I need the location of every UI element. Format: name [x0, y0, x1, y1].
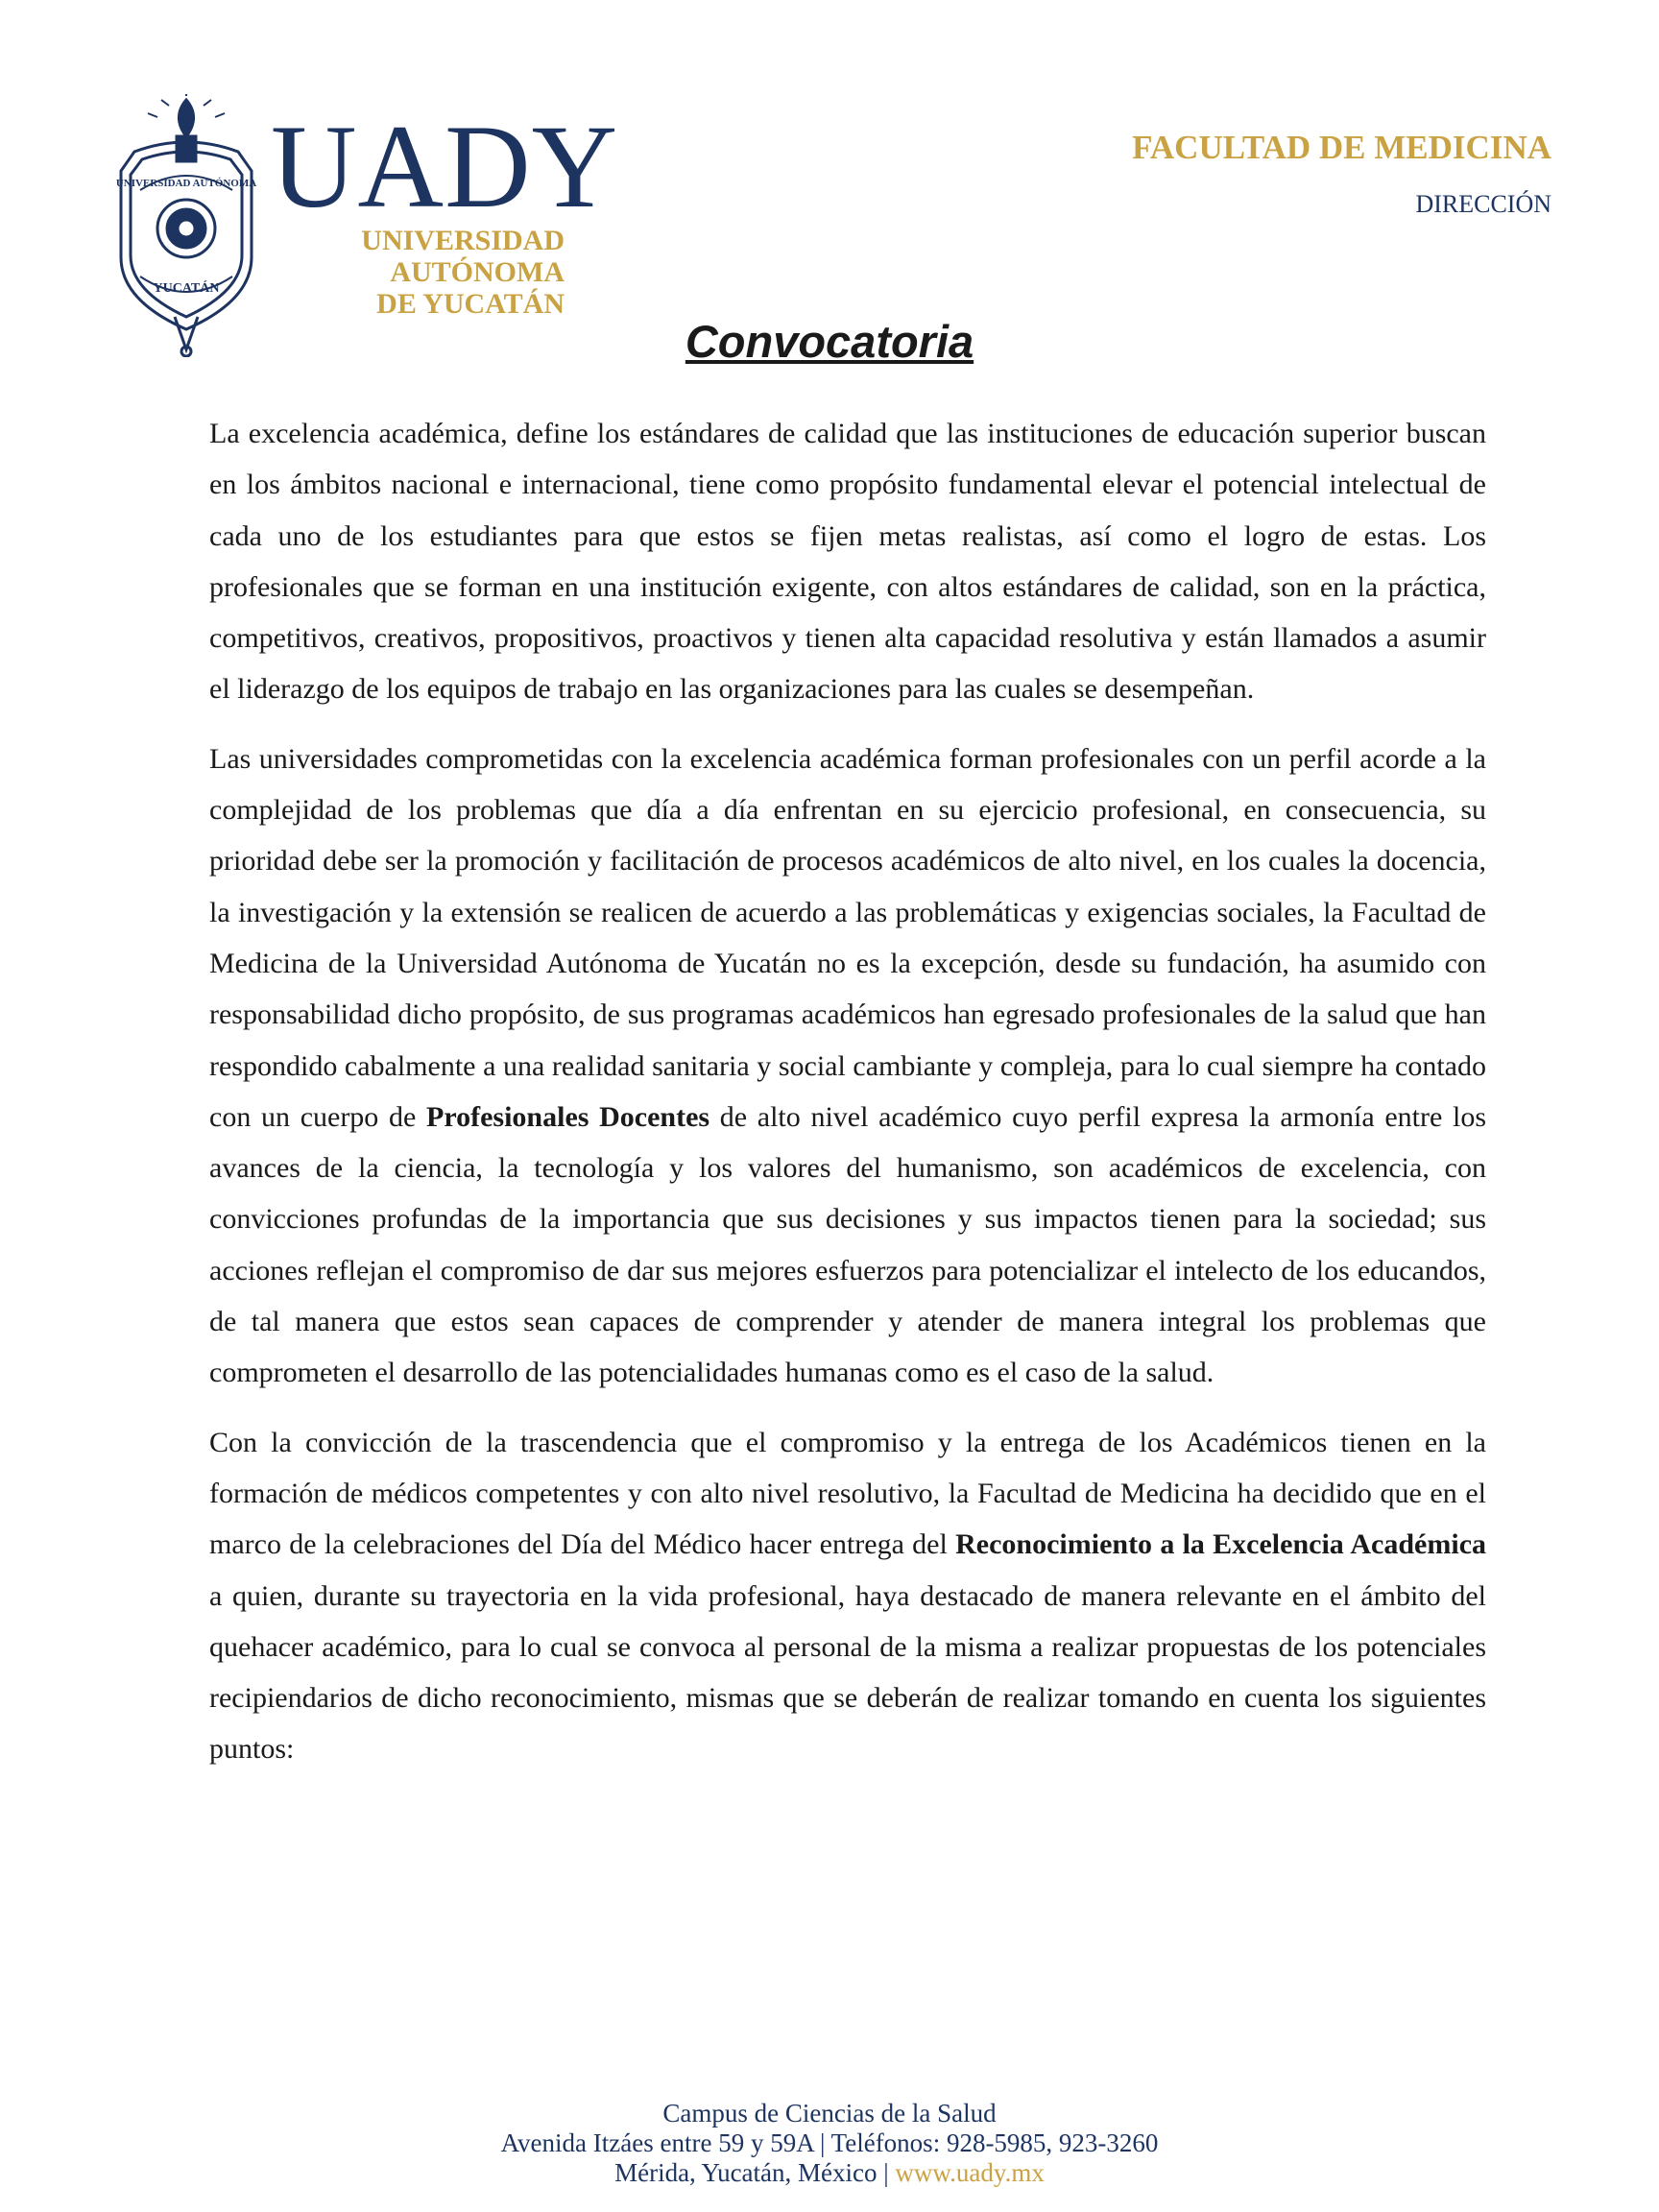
paragraph-3-text-b: a quien, durante su trayectoria en la vida profesional, haya destacado de manera relevante en el ámbito del quehacer académico, para lo cual se convoca al personal de la misma a realizar propuestas de los potenciales recipiendarios de dicho reconocimiento, mismas que se deberán de realizar tomando en cuenta los siguientes puntos:: [209, 1579, 1486, 1766]
paragraph-2-bold: Profesionales Docentes: [426, 1100, 710, 1133]
paragraph-3: [209, 1417, 1486, 1775]
seal-bottom-text: YUCATÁN: [153, 281, 220, 296]
footer-address: Avenida Itzáes entre 59 y 59A | Teléfonos: 928-5985, 923-3260: [500, 2128, 1159, 2157]
paragraph-3-text-a: Con la convicción de la trascendencia que el compromiso y la entrega de los Académicos tienen en la formación de médicos competentes y con alto nivel resolutivo, la Facultad de Medicina ha decidido que en el marco de la celebraciones del Día del Médico hacer entrega del: [209, 1426, 1486, 1561]
paragraph-3-bold: Reconocimiento a la Excelencia Académica: [955, 1528, 1487, 1561]
university-name-line-3: DE YUCATÁN: [376, 288, 565, 320]
brand-wordmark: UADY: [271, 101, 619, 232]
paragraph-2-text-a: Las universidades comprometidas con la excelencia académica forman profesionales con un perfil acorde a la complejidad de los problemas que día a día enfrentan en su ejercicio profesional, en consecuencia, su prioridad debe ser la promoción y facilitación de procesos académicos de alto nivel, en los cuales la docencia, la investigación y la extensión se realicen de acuerdo a las problemáticas y exigencias sociales, la Facultad de Medicina de la Universidad Autónoma de Yucatán no es la excepción, desde su fundación, ha asumido con responsabilidad dicho propósito, de sus programas académicos han egresado profesionales de la salud que han respondido cabalmente a una realidad sanitaria y social cambiante y compleja, para lo cual siempre ha contado con un cuerpo de: [209, 742, 1486, 1133]
brand-block: [271, 101, 619, 320]
document-title: Convocatoria: [685, 316, 974, 367]
department-label: DIRECCIÓN: [1415, 190, 1551, 218]
page-footer: [0, 2099, 1659, 2188]
faculty-title: FACULTAD DE MEDICINA: [1132, 129, 1551, 166]
paragraph-1: [209, 408, 1486, 715]
footer-campus: Campus de Ciencias de la Salud: [662, 2099, 997, 2128]
seal-top-text: UNIVERSIDAD AUTÓNOMA: [115, 178, 257, 189]
university-name: [361, 225, 565, 320]
university-name-line-2: AUTÓNOMA: [390, 256, 565, 288]
paragraph-2: [209, 733, 1486, 1399]
university-name-line-1: UNIVERSIDAD: [361, 225, 565, 256]
paragraph-2-text-b: de alto nivel académico cuyo perfil expresa la armonía entre los avances de la ciencia, la tecnología y los valores del humanismo, son académicos de excelencia, con convicciones profundas de la importancia que sus decisiones y sus impactos tienen para la sociedad; sus acciones reflejan el compromiso de dar sus mejores esfuerzos para potencializar el intelecto de los educandos, de tal manera que estos sean capaces de comprender y atender de manera integral los problemas que comprometen el desarrollo de las potencialidades humanas como es el caso de la salud.: [209, 1100, 1486, 1389]
footer-city: Mérida, Yucatán, México |: [614, 2158, 896, 2187]
paragraph-1-text: La excelencia académica, define los estándares de calidad que las instituciones de educación superior buscan en los ámbitos nacional e internacional, tiene como propósito fundamental elevar el potencial intelectual de cada uno de los estudiantes para que estos se fijen metas realistas, así como el logro de estas. Los profesionales que se forman en una institución exigente, con altos estándares de calidad, son en la práctica, competitivos, creativos, propositivos, proactivos y tienen alta capacidad resolutiva y están llamados a asumir el liderazgo de los equipos de trabajo en las organizaciones para las cuales se desempeñan.: [209, 418, 1486, 706]
footer-location: [0, 2158, 1659, 2188]
website-link[interactable]: www.uady.mx: [895, 2158, 1045, 2187]
document-body: [209, 408, 1486, 1793]
